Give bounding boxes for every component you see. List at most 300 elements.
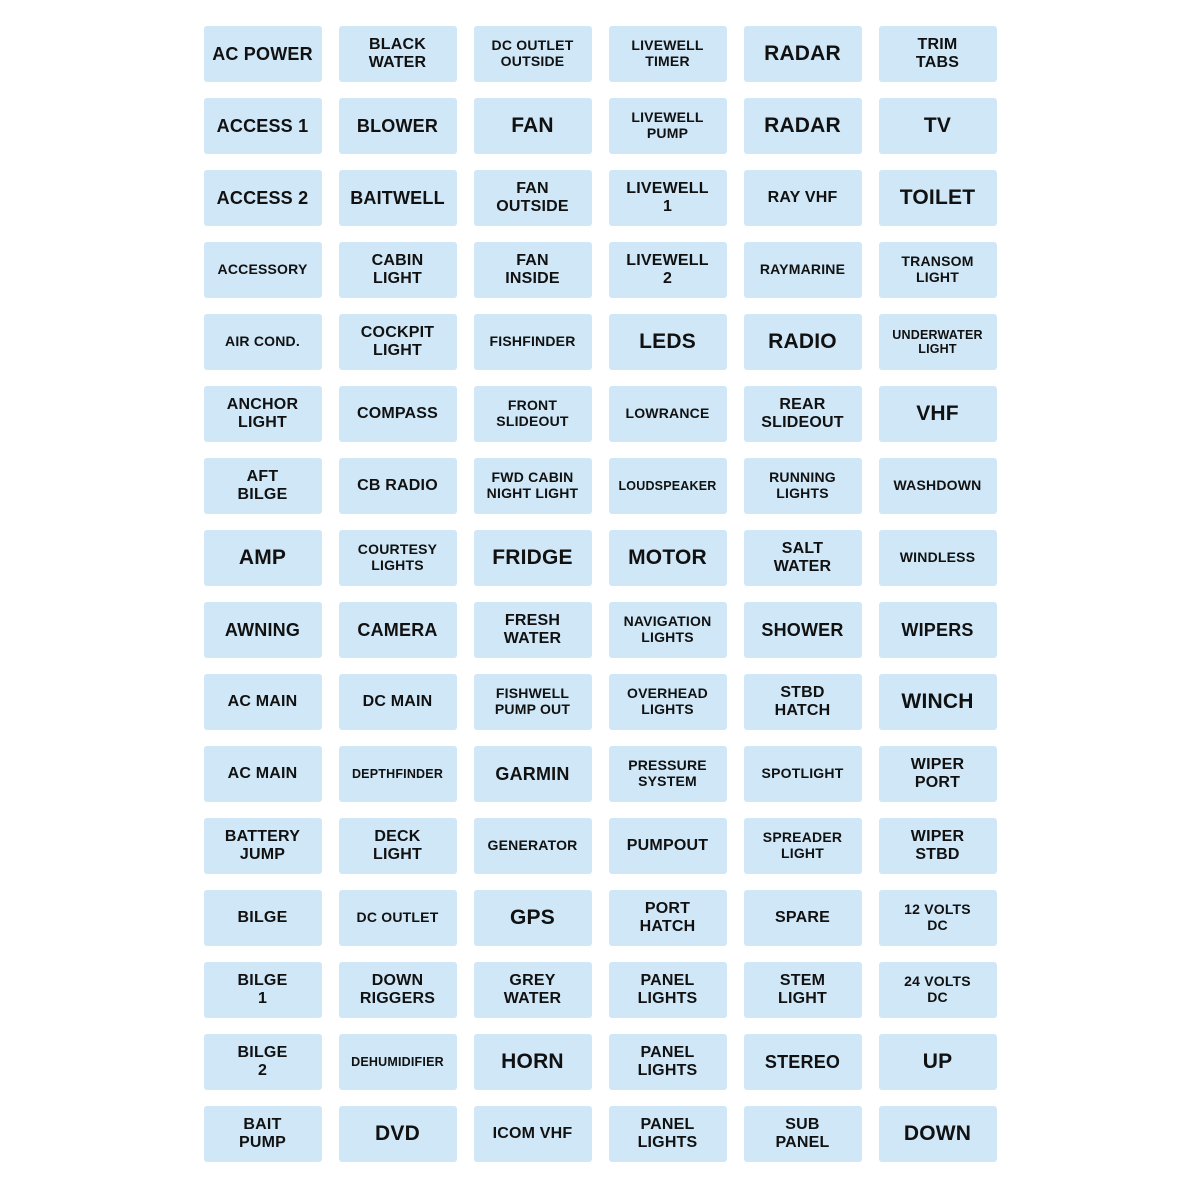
- circuit-label[interactable]: [879, 386, 997, 442]
- circuit-label[interactable]: [339, 962, 457, 1018]
- circuit-label-line: STBD: [780, 684, 825, 702]
- circuit-label-line: LIGHTS: [776, 485, 829, 501]
- label-cell: [470, 1098, 595, 1170]
- circuit-label[interactable]: [339, 314, 457, 370]
- circuit-label-line: FRIDGE: [492, 546, 573, 570]
- circuit-label[interactable]: [609, 458, 727, 514]
- circuit-label-line: BAITWELL: [350, 187, 445, 208]
- circuit-label-line: RAYMARINE: [759, 261, 846, 278]
- circuit-label-line: UP: [922, 1050, 953, 1074]
- circuit-label-line: COMPASS: [356, 405, 439, 423]
- circuit-label[interactable]: [744, 890, 862, 946]
- circuit-label-line: SPOTLIGHT: [761, 765, 844, 782]
- label-cell: [875, 882, 1000, 954]
- circuit-label-line: WIPERS: [901, 619, 974, 640]
- circuit-label-line: DC OUTLET: [491, 37, 574, 54]
- circuit-label-line: RADIO: [768, 330, 837, 354]
- circuit-label[interactable]: [609, 674, 727, 730]
- circuit-label-line: WATER: [773, 558, 832, 575]
- circuit-label[interactable]: [339, 26, 457, 82]
- circuit-label-line: HATCH: [639, 918, 696, 935]
- circuit-label[interactable]: [879, 1034, 997, 1090]
- circuit-label-line: DC OUTLET: [356, 909, 439, 926]
- circuit-label-line: DVD: [375, 1122, 420, 1146]
- circuit-label[interactable]: [609, 314, 727, 370]
- label-cell: [740, 378, 865, 450]
- circuit-label-line: CAMERA: [357, 619, 438, 640]
- label-cell: [605, 738, 730, 810]
- circuit-label-line: WIPER: [910, 756, 965, 774]
- circuit-label[interactable]: [609, 746, 727, 802]
- label-cell: [740, 90, 865, 162]
- label-cell: [875, 666, 1000, 738]
- label-cell: [605, 810, 730, 882]
- label-cell: [875, 810, 1000, 882]
- circuit-label-line: LIGHT: [918, 342, 957, 356]
- circuit-label[interactable]: [879, 746, 997, 802]
- circuit-label-line: SHOWER: [761, 619, 844, 640]
- circuit-label-line: OUTSIDE: [496, 198, 569, 215]
- label-cell: [335, 522, 460, 594]
- circuit-label[interactable]: [744, 170, 862, 226]
- circuit-label-line: ACCESS 1: [216, 115, 309, 136]
- circuit-label-line: LIGHTS: [637, 1062, 698, 1079]
- label-cell: [740, 1026, 865, 1098]
- label-cell: [335, 666, 460, 738]
- label-cell: [200, 810, 325, 882]
- circuit-label-line: LIGHTS: [371, 557, 424, 573]
- circuit-label[interactable]: [879, 890, 997, 946]
- circuit-label-line: HATCH: [774, 702, 831, 719]
- circuit-label-line: LIGHTS: [641, 701, 694, 717]
- label-cell: [470, 450, 595, 522]
- circuit-label-line: LIVEWELL: [631, 37, 704, 54]
- label-cell: [740, 882, 865, 954]
- circuit-label-line: FAN: [511, 114, 554, 138]
- circuit-label[interactable]: [204, 818, 322, 874]
- circuit-label[interactable]: [744, 602, 862, 658]
- label-cell: [200, 738, 325, 810]
- circuit-label-line: SLIDEOUT: [761, 414, 844, 431]
- circuit-label-line: RIGGERS: [359, 990, 436, 1007]
- circuit-label[interactable]: [609, 818, 727, 874]
- label-cell: [740, 18, 865, 90]
- circuit-label-line: BLACK: [369, 36, 426, 54]
- circuit-label[interactable]: [744, 746, 862, 802]
- circuit-label-line: PUMPOUT: [626, 837, 709, 855]
- circuit-label[interactable]: [474, 602, 592, 658]
- label-cell: [470, 738, 595, 810]
- circuit-label[interactable]: [744, 314, 862, 370]
- circuit-label-line: STEREO: [764, 1051, 841, 1072]
- label-cell: [470, 882, 595, 954]
- circuit-label-line: RAY VHF: [767, 189, 838, 207]
- label-cell: [470, 162, 595, 234]
- label-cell: [335, 738, 460, 810]
- label-cell: [200, 666, 325, 738]
- circuit-label[interactable]: [744, 1106, 862, 1162]
- label-cell: [875, 1026, 1000, 1098]
- circuit-label[interactable]: [879, 242, 997, 298]
- circuit-label-line: REAR: [779, 396, 826, 414]
- circuit-label-line: OVERHEAD: [627, 685, 708, 702]
- circuit-label-line: RADAR: [764, 114, 841, 138]
- circuit-label[interactable]: [609, 1106, 727, 1162]
- circuit-label[interactable]: [744, 530, 862, 586]
- circuit-label-line: SYSTEM: [638, 773, 697, 789]
- label-cell: [605, 162, 730, 234]
- circuit-label[interactable]: [474, 314, 592, 370]
- circuit-label-line: LIGHT: [373, 270, 422, 287]
- label-cell: [875, 738, 1000, 810]
- circuit-label[interactable]: [339, 170, 457, 226]
- circuit-label[interactable]: [744, 1034, 862, 1090]
- circuit-label[interactable]: [474, 98, 592, 154]
- circuit-label-line: GARMIN: [495, 763, 570, 784]
- label-cell: [335, 882, 460, 954]
- label-cell: [605, 954, 730, 1026]
- label-cell: [470, 90, 595, 162]
- circuit-label[interactable]: [879, 98, 997, 154]
- circuit-label-line: MOTOR: [628, 546, 707, 570]
- circuit-label-line: VHF: [916, 402, 959, 426]
- circuit-label-line: FISHWELL: [495, 685, 570, 702]
- circuit-label[interactable]: [474, 890, 592, 946]
- circuit-label[interactable]: [609, 890, 727, 946]
- circuit-label-line: RUNNING: [769, 469, 836, 486]
- circuit-label[interactable]: [474, 386, 592, 442]
- label-cell: [875, 594, 1000, 666]
- circuit-label[interactable]: [339, 386, 457, 442]
- circuit-label-line: 24 VOLTS: [904, 973, 971, 990]
- label-cell: [470, 954, 595, 1026]
- label-cell: [740, 1098, 865, 1170]
- label-cell: [875, 306, 1000, 378]
- circuit-label[interactable]: [744, 962, 862, 1018]
- circuit-label[interactable]: [474, 818, 592, 874]
- circuit-label-line: LOWRANCE: [625, 405, 710, 422]
- circuit-label[interactable]: [204, 962, 322, 1018]
- label-cell: [875, 450, 1000, 522]
- label-cell: [605, 666, 730, 738]
- circuit-label-line: LIGHT: [778, 990, 827, 1007]
- label-cell: [875, 18, 1000, 90]
- circuit-label-line: SUB: [785, 1116, 820, 1134]
- circuit-label-line: GENERATOR: [487, 837, 578, 854]
- label-cell: [470, 234, 595, 306]
- circuit-label-line: 12 VOLTS: [904, 901, 971, 918]
- label-cell: [740, 738, 865, 810]
- label-cell: [875, 234, 1000, 306]
- circuit-label-line: LOUDSPEAKER: [618, 479, 717, 493]
- circuit-label[interactable]: [474, 674, 592, 730]
- circuit-label[interactable]: [339, 98, 457, 154]
- label-cell: [200, 954, 325, 1026]
- circuit-label[interactable]: [339, 818, 457, 874]
- circuit-label[interactable]: [339, 602, 457, 658]
- circuit-label[interactable]: [879, 530, 997, 586]
- circuit-label-line: 1: [662, 198, 673, 215]
- label-cell: [335, 90, 460, 162]
- circuit-label-line: GPS: [510, 906, 555, 930]
- label-cell: [605, 306, 730, 378]
- label-cell: [335, 18, 460, 90]
- label-grid: [200, 18, 1000, 1186]
- label-cell: [605, 378, 730, 450]
- circuit-label-line: LIGHT: [916, 269, 959, 285]
- label-cell: [200, 1026, 325, 1098]
- label-cell: [335, 162, 460, 234]
- circuit-label-line: TIMER: [645, 53, 690, 69]
- label-cell: [200, 882, 325, 954]
- circuit-label-line: WINCH: [901, 690, 974, 714]
- circuit-label[interactable]: [204, 242, 322, 298]
- circuit-label[interactable]: [204, 530, 322, 586]
- circuit-label[interactable]: [204, 890, 322, 946]
- label-cell: [200, 90, 325, 162]
- label-cell: [470, 306, 595, 378]
- circuit-label[interactable]: [744, 458, 862, 514]
- circuit-label[interactable]: [474, 1034, 592, 1090]
- circuit-label-line: DC: [927, 917, 948, 933]
- circuit-label[interactable]: [204, 746, 322, 802]
- circuit-label-line: LIVEWELL: [631, 109, 704, 126]
- circuit-label[interactable]: [204, 1034, 322, 1090]
- circuit-label-line: LIGHT: [373, 342, 422, 359]
- circuit-label[interactable]: [474, 962, 592, 1018]
- circuit-label-line: WIPER: [910, 828, 965, 846]
- circuit-label[interactable]: [474, 458, 592, 514]
- circuit-label-line: PANEL: [775, 1134, 830, 1151]
- circuit-label[interactable]: [879, 458, 997, 514]
- circuit-label-line: DOWN: [371, 972, 424, 990]
- circuit-label[interactable]: [879, 674, 997, 730]
- circuit-label-line: WATER: [368, 54, 427, 71]
- circuit-label[interactable]: [204, 314, 322, 370]
- circuit-label[interactable]: [609, 98, 727, 154]
- circuit-label-line: 2: [257, 1062, 268, 1079]
- circuit-label-line: SLIDEOUT: [496, 413, 569, 429]
- circuit-label-line: PUMP: [238, 1134, 287, 1151]
- circuit-label-line: NAVIGATION: [623, 613, 712, 630]
- circuit-label[interactable]: [474, 242, 592, 298]
- circuit-label-line: FISHFINDER: [489, 333, 576, 350]
- circuit-label[interactable]: [204, 26, 322, 82]
- circuit-label-line: TRANSOM: [901, 253, 974, 270]
- label-cell: [740, 522, 865, 594]
- circuit-label[interactable]: [339, 674, 457, 730]
- circuit-label[interactable]: [609, 242, 727, 298]
- label-cell: [200, 450, 325, 522]
- label-cell: [200, 234, 325, 306]
- circuit-label-line: TABS: [915, 54, 960, 71]
- circuit-label-line: RADAR: [764, 42, 841, 66]
- circuit-label-line: LIGHTS: [637, 1134, 698, 1151]
- circuit-label[interactable]: [339, 1106, 457, 1162]
- circuit-label-line: BATTERY: [224, 828, 301, 846]
- circuit-label[interactable]: [744, 98, 862, 154]
- circuit-label-line: DEPTHFINDER: [351, 767, 444, 781]
- circuit-label-line: TV: [923, 114, 952, 138]
- circuit-label[interactable]: [609, 386, 727, 442]
- circuit-label-line: PANEL: [640, 1044, 695, 1062]
- label-cell: [200, 18, 325, 90]
- circuit-label[interactable]: [744, 242, 862, 298]
- circuit-label[interactable]: [474, 26, 592, 82]
- circuit-label[interactable]: [339, 890, 457, 946]
- label-cell: [875, 522, 1000, 594]
- circuit-label[interactable]: [204, 170, 322, 226]
- label-cell: [740, 162, 865, 234]
- circuit-label[interactable]: [339, 242, 457, 298]
- circuit-label[interactable]: [474, 530, 592, 586]
- circuit-label-line: DC: [927, 989, 948, 1005]
- circuit-label[interactable]: [879, 170, 997, 226]
- label-cell: [470, 522, 595, 594]
- label-cell: [605, 594, 730, 666]
- circuit-label-line: INSIDE: [505, 270, 560, 287]
- circuit-label-line: SALT: [781, 540, 824, 558]
- circuit-label-line: WATER: [503, 990, 562, 1007]
- circuit-label-line: CB RADIO: [357, 477, 438, 495]
- label-cell: [335, 594, 460, 666]
- circuit-label[interactable]: [204, 674, 322, 730]
- circuit-label[interactable]: [339, 1034, 457, 1090]
- label-cell: [875, 954, 1000, 1026]
- circuit-label-line: BILGE: [237, 909, 288, 927]
- circuit-label-line: ACCESS 2: [216, 187, 309, 208]
- label-cell: [470, 810, 595, 882]
- circuit-label-line: AIR COND.: [225, 333, 300, 350]
- circuit-label-line: COURTESY: [357, 541, 438, 558]
- circuit-label[interactable]: [879, 1106, 997, 1162]
- circuit-label[interactable]: [609, 602, 727, 658]
- circuit-label-line: 2: [662, 270, 673, 287]
- circuit-label[interactable]: [744, 818, 862, 874]
- circuit-label-line: LIGHTS: [641, 629, 694, 645]
- circuit-label-line: ANCHOR: [226, 396, 299, 414]
- circuit-label-line: DOWN: [903, 1122, 972, 1146]
- label-cell: [740, 450, 865, 522]
- circuit-label[interactable]: [204, 1106, 322, 1162]
- circuit-label[interactable]: [879, 602, 997, 658]
- circuit-label[interactable]: [474, 170, 592, 226]
- circuit-label-line: ACCESSORY: [217, 261, 308, 278]
- circuit-label[interactable]: [339, 530, 457, 586]
- circuit-label[interactable]: [879, 962, 997, 1018]
- circuit-label-line: 1: [257, 990, 268, 1007]
- circuit-label-line: SPARE: [775, 909, 830, 927]
- circuit-label[interactable]: [474, 746, 592, 802]
- label-cell: [605, 1098, 730, 1170]
- circuit-label-line: PUMP: [646, 125, 689, 141]
- circuit-label-line: AC MAIN: [227, 765, 298, 783]
- circuit-label-line: STBD: [915, 846, 960, 863]
- label-cell: [335, 306, 460, 378]
- label-cell: [335, 234, 460, 306]
- circuit-label[interactable]: [879, 26, 997, 82]
- circuit-label-line: FRESH: [504, 612, 561, 630]
- label-cell: [470, 1026, 595, 1098]
- label-cell: [200, 1098, 325, 1170]
- circuit-label-line: AWNING: [224, 619, 301, 640]
- circuit-label[interactable]: [204, 458, 322, 514]
- label-cell: [335, 378, 460, 450]
- circuit-label-line: DECK: [374, 828, 421, 846]
- circuit-label-line: FWD CABIN: [491, 469, 574, 486]
- circuit-label[interactable]: [744, 386, 862, 442]
- circuit-label[interactable]: [609, 170, 727, 226]
- label-cell: [740, 594, 865, 666]
- label-cell: [605, 234, 730, 306]
- label-cell: [875, 90, 1000, 162]
- circuit-label-line: PRESSURE: [628, 757, 707, 774]
- circuit-label-line: AC MAIN: [227, 693, 298, 711]
- circuit-label[interactable]: [609, 962, 727, 1018]
- label-cell: [335, 1098, 460, 1170]
- circuit-label-line: LIGHT: [373, 846, 422, 863]
- circuit-label[interactable]: [879, 818, 997, 874]
- circuit-label-line: FRONT: [507, 397, 558, 414]
- circuit-label[interactable]: [609, 530, 727, 586]
- circuit-label-line: BILGE: [237, 972, 288, 990]
- circuit-label-line: WINDLESS: [899, 549, 976, 566]
- label-cell: [470, 666, 595, 738]
- circuit-label-line: BLOWER: [356, 115, 439, 136]
- label-cell: [875, 162, 1000, 234]
- label-cell: [605, 18, 730, 90]
- circuit-label[interactable]: [879, 314, 997, 370]
- label-cell: [605, 90, 730, 162]
- circuit-label[interactable]: [339, 746, 457, 802]
- circuit-label-line: DEHUMIDIFIER: [351, 1055, 444, 1069]
- circuit-label[interactable]: [744, 674, 862, 730]
- label-cell: [200, 594, 325, 666]
- label-cell: [200, 522, 325, 594]
- circuit-label-line: BAIT: [243, 1116, 282, 1134]
- circuit-label[interactable]: [474, 1106, 592, 1162]
- circuit-label-line: OUTSIDE: [500, 53, 565, 69]
- circuit-label-line: BILGE: [237, 486, 288, 503]
- circuit-label-line: AC POWER: [212, 43, 313, 64]
- circuit-label-line: HORN: [501, 1050, 564, 1074]
- circuit-label[interactable]: [204, 602, 322, 658]
- circuit-label[interactable]: [609, 1034, 727, 1090]
- circuit-label-line: JUMP: [239, 846, 286, 863]
- circuit-label[interactable]: [204, 386, 322, 442]
- circuit-label-line: PANEL: [640, 1116, 695, 1134]
- label-cell: [335, 450, 460, 522]
- circuit-label-line: AMP: [238, 546, 287, 570]
- label-cell: [740, 666, 865, 738]
- label-cell: [740, 954, 865, 1026]
- circuit-label[interactable]: [744, 26, 862, 82]
- circuit-label-line: COCKPIT: [360, 324, 435, 342]
- circuit-label-line: PANEL: [640, 972, 695, 990]
- circuit-label-line: WATER: [503, 630, 562, 647]
- circuit-label[interactable]: [204, 98, 322, 154]
- label-cell: [200, 162, 325, 234]
- circuit-label[interactable]: [339, 458, 457, 514]
- label-cell: [335, 1026, 460, 1098]
- label-cell: [200, 378, 325, 450]
- label-cell: [740, 234, 865, 306]
- label-cell: [335, 810, 460, 882]
- circuit-label[interactable]: [609, 26, 727, 82]
- label-cell: [470, 378, 595, 450]
- label-cell: [875, 378, 1000, 450]
- label-cell: [605, 522, 730, 594]
